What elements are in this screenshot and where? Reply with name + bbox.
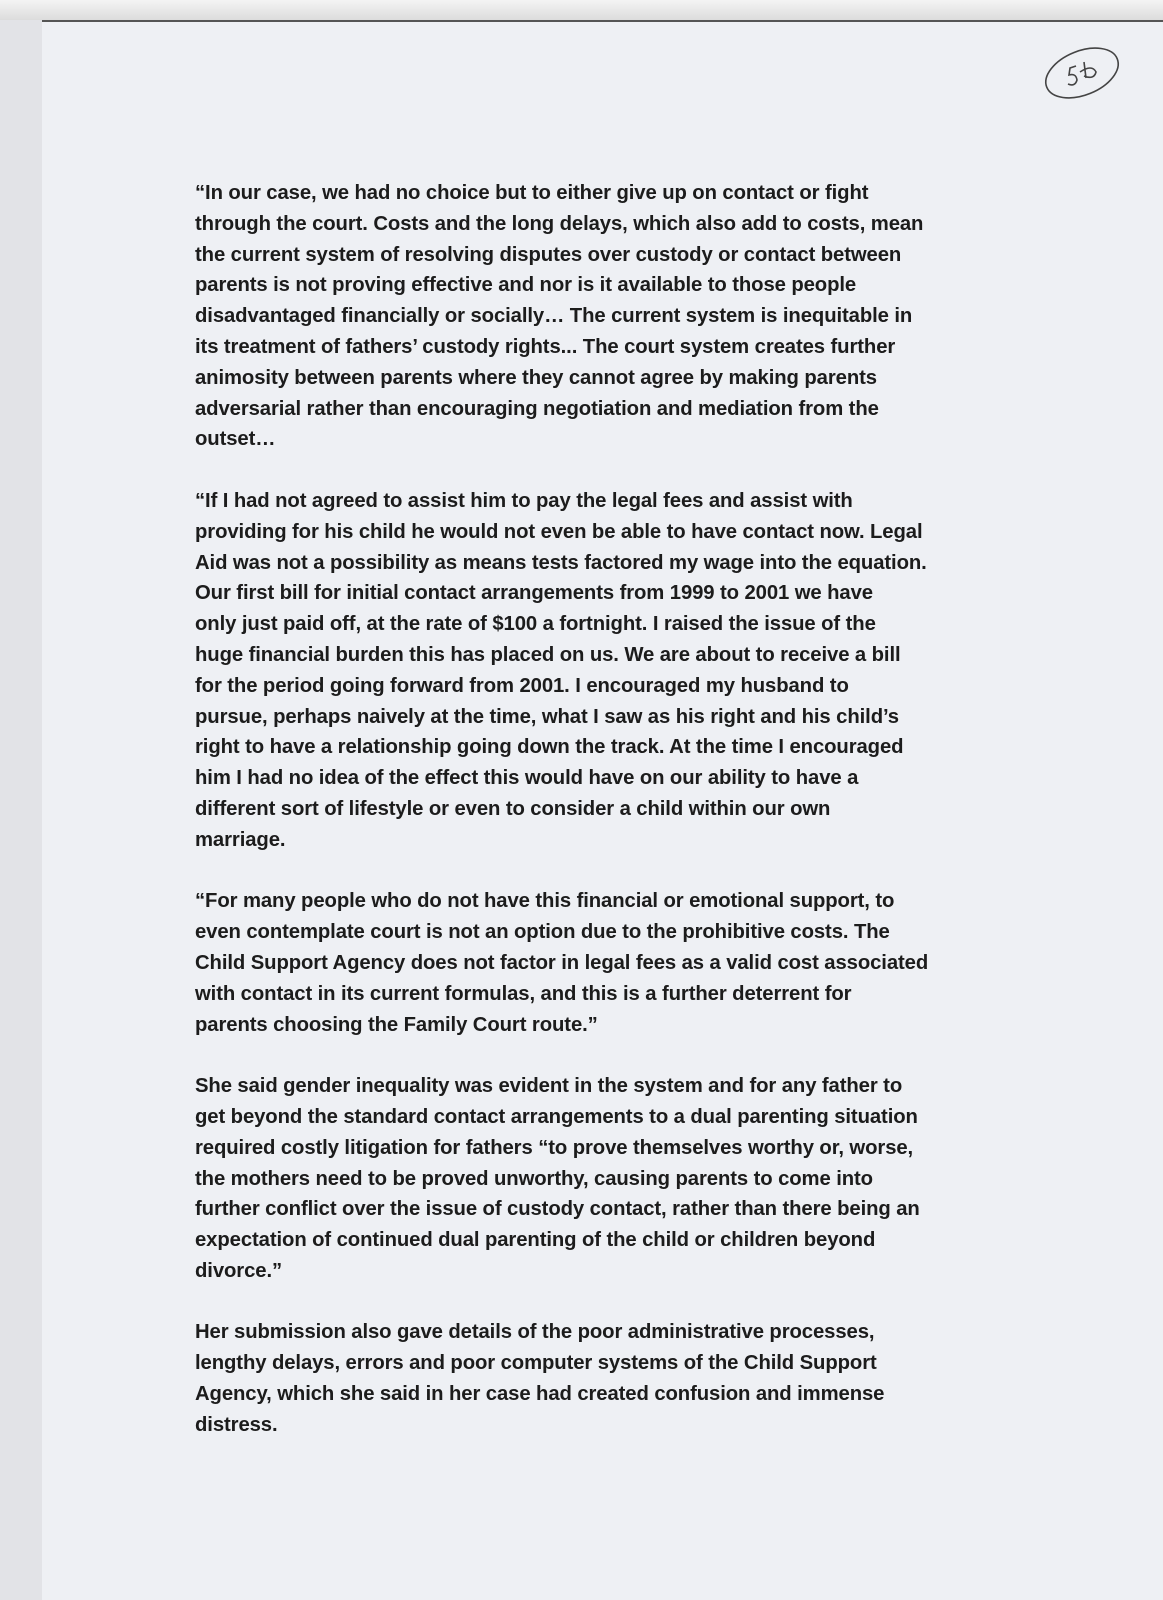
text-line: animosity between parents where they cannot agree by making parents	[195, 366, 877, 389]
text-line: right to have a relationship going down the track. At the time I encouraged	[195, 736, 904, 759]
text-line: with contact in its current formulas, and this is a further deterrent for	[195, 982, 852, 1005]
paragraph	[195, 1071, 928, 1287]
text-line: Child Support Agency does not factor in legal fees as a valid cost associated	[195, 951, 929, 974]
paragraph	[195, 1317, 928, 1440]
text-line: marriage.	[195, 828, 286, 851]
text-line: parents is not proving effective and nor is it available to those people	[195, 274, 857, 297]
text-line: different sort of lifestyle or even to consider a child within our own	[195, 797, 831, 820]
text-line: only just paid off, at the rate of $100 a fortnight. I raised the issue of the	[195, 613, 876, 636]
text-line: its treatment of fathers’ custody rights... The court system creates further	[195, 335, 896, 358]
text-line: Agency, which she said in her case had created confusion and immense	[195, 1383, 885, 1406]
document-body	[195, 178, 928, 1471]
text-line: “In our case, we had no choice but to either give up on contact or fight	[195, 182, 869, 204]
text-line: disadvantaged financially or socially… The current system is inequitable in	[195, 305, 913, 328]
text-line: lengthy delays, errors and poor computer systems of the Child Support	[195, 1352, 877, 1375]
text-line: required costly litigation for fathers “to prove themselves worthy or, worse,	[195, 1136, 914, 1159]
text-line: expectation of continued dual parenting of the child or children beyond	[195, 1229, 876, 1252]
text-line: pursue, perhaps naively at the time, what I saw as his right and his child’s	[195, 705, 899, 728]
text-line: through the court. Costs and the long delays, which also add to costs, mean	[195, 212, 924, 235]
paragraph	[195, 178, 928, 455]
text-line: Her submission also gave details of the poor administrative processes,	[195, 1321, 875, 1344]
text-line: providing for his child he would not even be able to have contact now. Legal	[195, 520, 923, 543]
text-line: outset…	[195, 428, 276, 451]
scanner-left-edge	[0, 20, 42, 1600]
text-line: Aid was not a possibility as means tests factored my wage into the equation.	[195, 551, 927, 574]
text-line: get beyond the standard contact arrangements to a dual parenting situation	[195, 1105, 918, 1128]
handwritten-page-number	[1040, 40, 1125, 105]
text-line: the mothers need to be proved unworthy, causing parents to come into	[195, 1167, 873, 1190]
text-line: “If I had not agreed to assist him to pay the legal fees and assist with	[195, 489, 853, 512]
scanner-top-edge	[0, 0, 1163, 22]
text-line: distress.	[195, 1413, 278, 1436]
paragraph	[195, 886, 928, 1040]
paragraph	[195, 486, 928, 856]
text-line: huge financial burden this has placed on us. We are about to receive a bill	[195, 643, 901, 666]
text-line: the current system of resolving disputes over custody or contact between	[195, 243, 902, 266]
text-line: parents choosing the Family Court route.”	[195, 1013, 598, 1036]
text-line: She said gender inequality was evident in the system and for any father to	[195, 1075, 903, 1098]
text-line: even contemplate court is not an option due to the prohibitive costs. The	[195, 921, 890, 944]
text-line: further conflict over the issue of custody contact, rather than there being an	[195, 1198, 920, 1221]
text-line: “For many people who do not have this financial or emotional support, to	[195, 890, 895, 913]
text-line: him I had no idea of the effect this would have on our ability to have a	[195, 767, 859, 790]
text-line: divorce.”	[195, 1259, 283, 1282]
text-line: Our first bill for initial contact arrangements from 1999 to 2001 we have	[195, 582, 873, 605]
text-line: for the period going forward from 2001. I encouraged my husband to	[195, 674, 849, 697]
text-line: adversarial rather than encouraging negotiation and mediation from the	[195, 397, 879, 420]
